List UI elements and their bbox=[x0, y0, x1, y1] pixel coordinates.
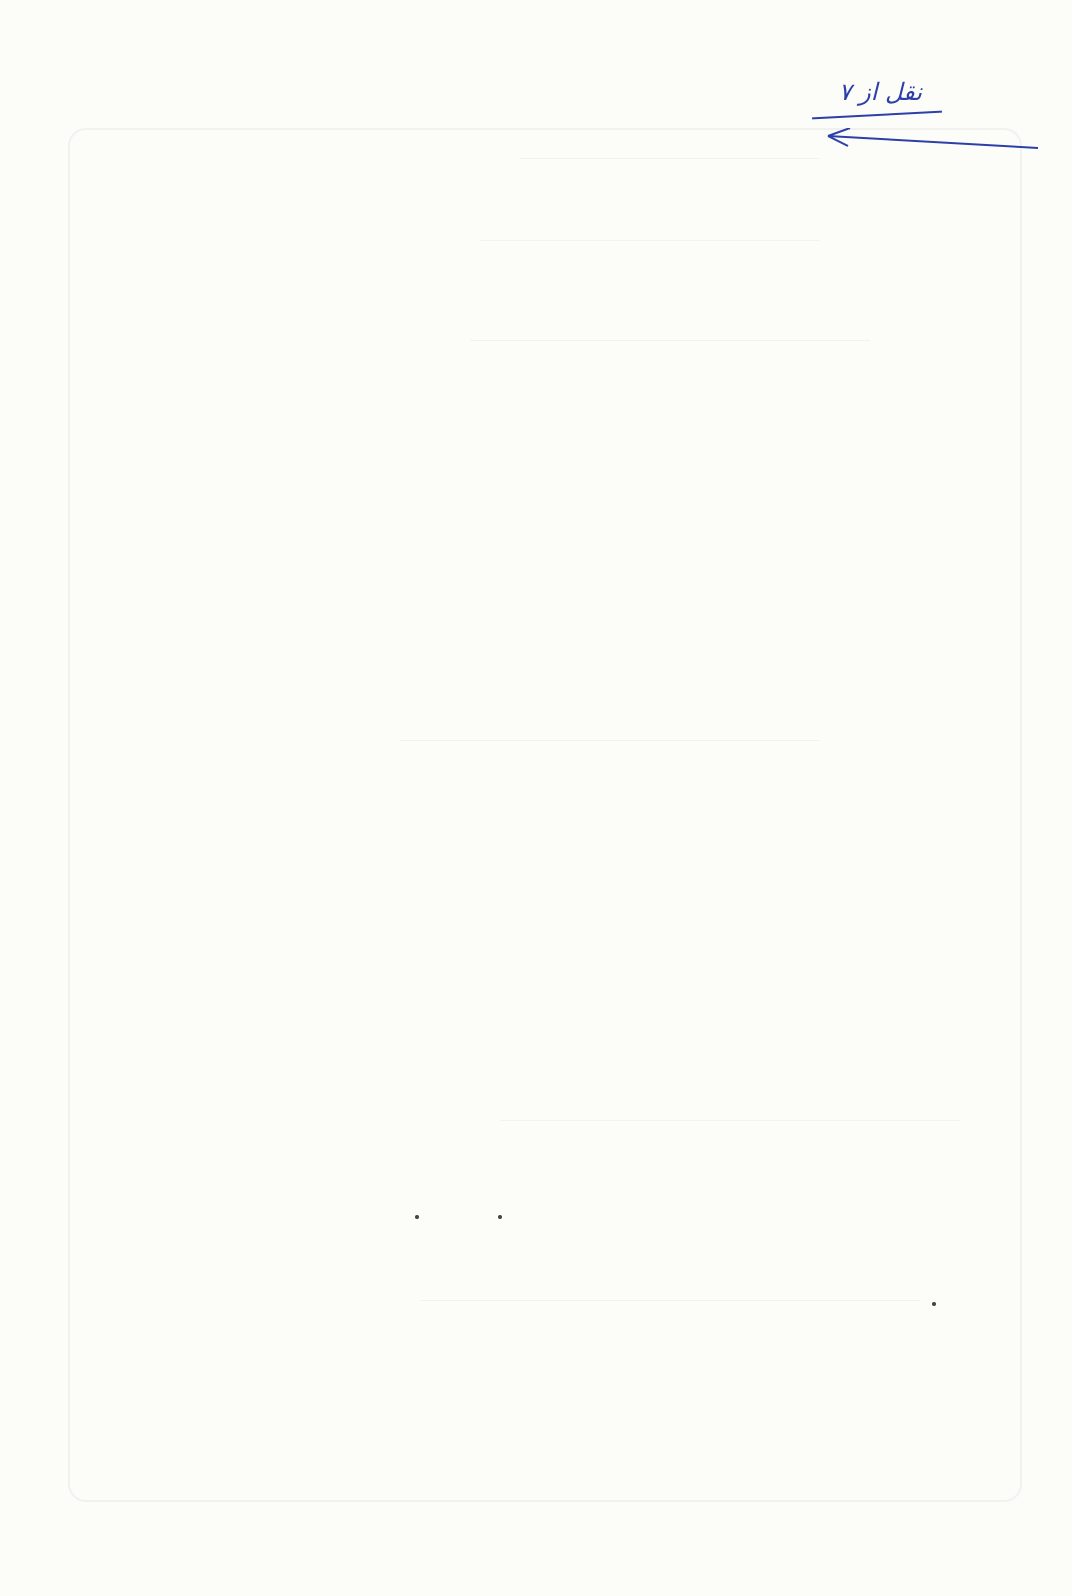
bleed-through-frame bbox=[68, 128, 1022, 1502]
left-arrow-icon bbox=[808, 128, 1040, 152]
bleed-through-mark bbox=[400, 740, 820, 741]
header-underline bbox=[812, 111, 942, 120]
bleed-through-mark bbox=[470, 340, 870, 341]
ink-speck bbox=[498, 1215, 502, 1219]
bleed-through-mark bbox=[500, 1120, 960, 1121]
ink-speck bbox=[415, 1215, 419, 1219]
bleed-through-mark bbox=[480, 240, 820, 241]
page-header: نقل از ۷ bbox=[838, 78, 922, 106]
bleed-through-mark bbox=[420, 1300, 920, 1301]
bleed-through-mark bbox=[520, 158, 820, 159]
ink-speck bbox=[932, 1302, 936, 1306]
